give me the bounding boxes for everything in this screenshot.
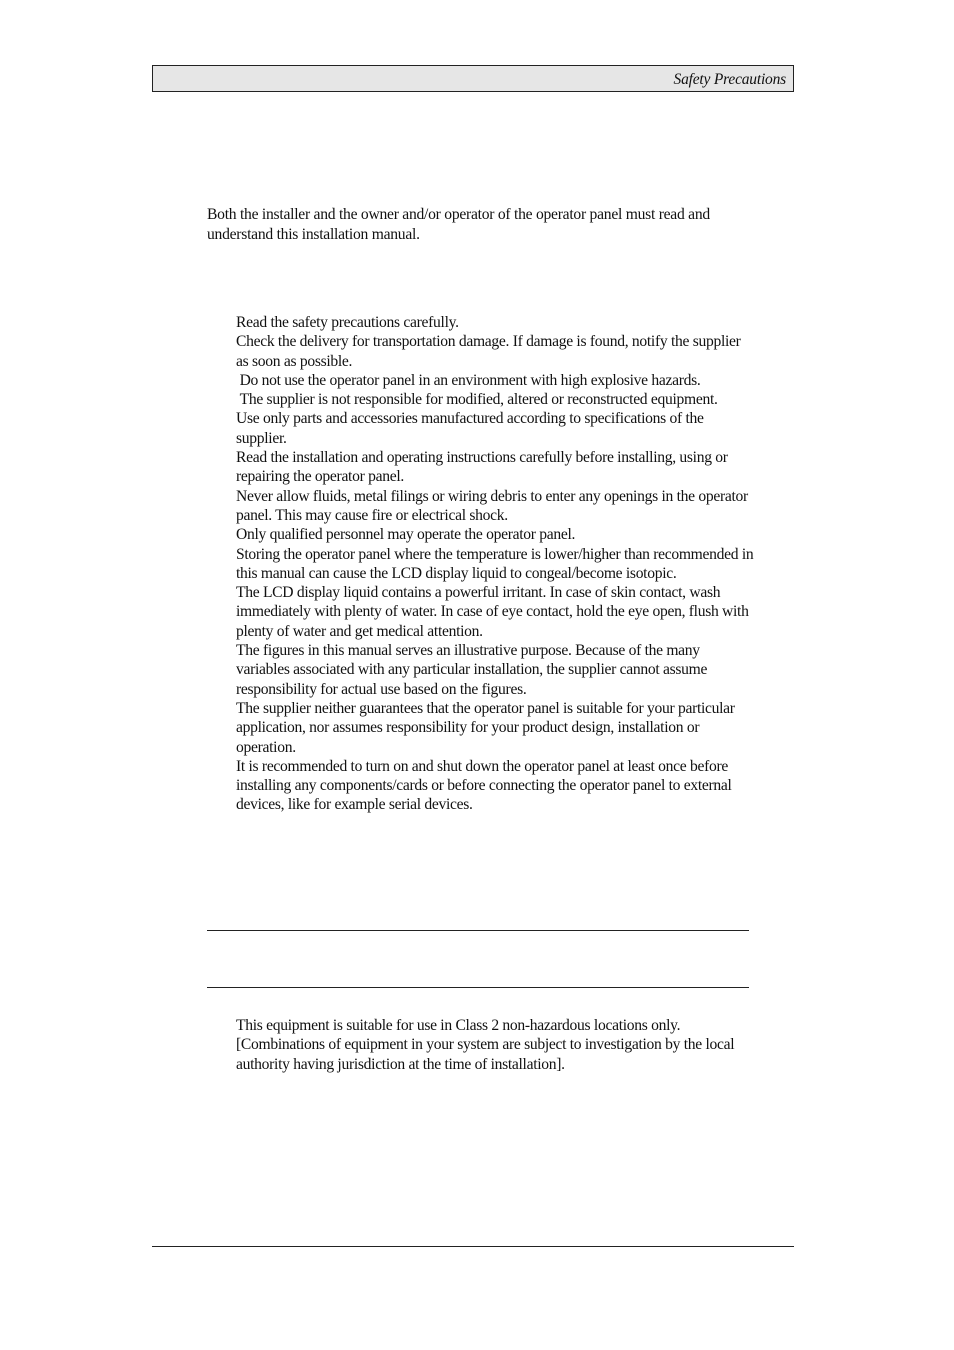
list-item: Never allow fluids, metal filings or wiring debris to enter any openings in the operator panel. This may cause fire or electrical shock. (236, 487, 748, 524)
footer-rule (152, 1246, 794, 1247)
list-item: The figures in this manual serves an illustrative purpose. Because of the many variables associated with any particular installation, the supplier cannot assume responsibility for actual use based on the figures. (236, 642, 708, 698)
list-item: The supplier neither guarantees that the operator panel is suitable for your particular application, nor assumes responsibility for your product design, installation or operation. (236, 699, 735, 756)
list-item: Storing the operator panel where the temperature is lower/higher than recommended in this manual can cause the LCD display liquid to congeal/become isotopic. (236, 545, 754, 582)
list-item: Read the installation and operating instructions carefully before installing, using or repairing the operator panel. (236, 449, 728, 486)
list-item: Check the delivery for transportation damage. If damage is found, notify the supplier as soon as possible. (236, 333, 741, 370)
list-item: Only qualified personnel may operate the operator panel. (236, 526, 576, 544)
list-item: Read the safety precautions carefully. (236, 314, 459, 331)
header-title: Safety Precautions (673, 71, 786, 88)
precautions-list (236, 313, 756, 815)
list-item: It is recommended to turn on and shut down the operator panel at least once before installing any components/cards or before connecting the operator panel to external devices, like for example serial devices. (236, 757, 732, 814)
list-item: Use only parts and accessories manufactured according to specifications of the supplier. (236, 410, 704, 447)
class-2-note: This equipment is suitable for use in Class 2 non-hazardous locations only. [Combinations of equipment in your system are subject to investigation by the local authority having jurisdiction at the time of installation]. (236, 1017, 735, 1073)
list-item: The LCD display liquid contains a powerful irritant. In case of skin contact, wash immediately with plenty of water. In case of eye contact, hold the eye open, flush with plenty of water and get medical attention. (236, 584, 749, 640)
section-divider-top (207, 930, 749, 931)
intro-paragraph: Both the installer and the owner and/or operator of the operator panel must read and understand this installation manual. (207, 206, 710, 243)
running-header (152, 65, 794, 92)
list-item: The supplier is not responsible for modified, altered or reconstructed equipment. (236, 391, 718, 409)
list-item: Do not use the operator panel in an environment with high explosive hazards. (236, 371, 701, 389)
section-divider-bottom (207, 987, 749, 988)
